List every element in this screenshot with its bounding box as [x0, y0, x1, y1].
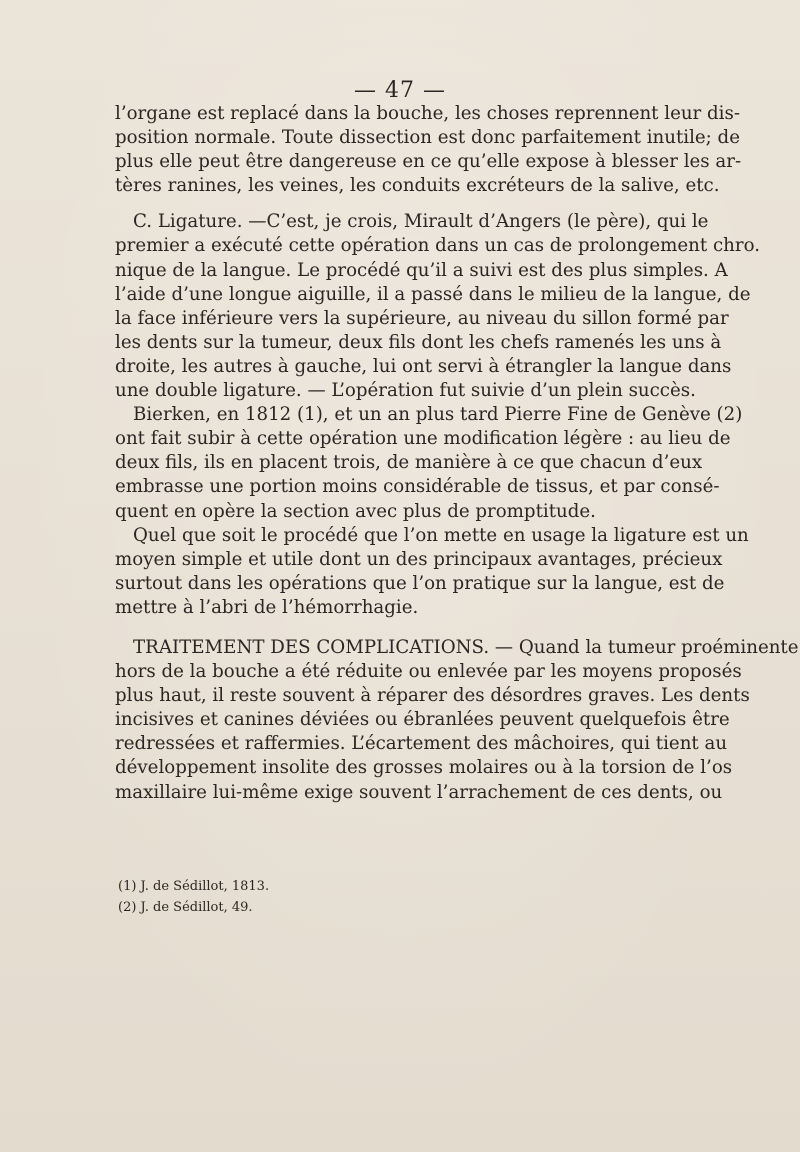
- text-line: embrasse une portion moins considérable de tissus, et par consé-: [115, 476, 720, 498]
- text-line: premier a exécuté cette opération dans un cas de prolongement chro.: [115, 235, 760, 257]
- text-line: surtout dans les opérations que l’on pratique sur la langue, est de: [115, 572, 725, 594]
- text-line: la face inférieure vers la supérieure, au niveau du sillon formé par: [115, 307, 729, 329]
- text-line: l’organe est replacé dans la bouche, les choses reprennent leur dis-: [115, 103, 740, 124]
- text-line: mettre à l’abri de l’hémorrhagie.: [115, 596, 419, 618]
- text-line: les dents sur la tumeur, deux fils dont les chefs ramenés les uns à: [115, 331, 722, 353]
- paragraph-4: [115, 524, 749, 620]
- text-line: tères ranines, les veines, les conduits excréteurs de la salive, etc.: [115, 175, 720, 197]
- text-line: nique de la langue. Le procédé qu’il a suivi est des plus simples. A: [115, 259, 728, 281]
- text-line: une double ligature. — L’opération fut suivie d’un plein succès.: [115, 380, 696, 402]
- paragraph-5: [115, 636, 799, 805]
- text-line: l’aide d’une longue aiguille, il a passé dans le milieu de la langue, de: [115, 283, 751, 305]
- body-text: [115, 102, 799, 805]
- text-line: hors de la bouche a été réduite ou enlevée par les moyens proposés: [115, 661, 742, 683]
- text-line: droite, les autres à gauche, lui ont servi à étrangler la langue dans: [115, 355, 732, 377]
- page-number: — 47 —: [354, 78, 446, 103]
- text-line: TRAITEMENT DES COMPLICATIONS. — Quand la tumeur proéminente: [133, 636, 799, 658]
- text-line: deux fils, ils en placent trois, de manière à ce que chacun d’eux: [115, 452, 703, 474]
- text-line: position normale. Toute dissection est donc parfaitement inutile; de: [115, 127, 740, 149]
- text-line: C. Ligature. —C’est, je crois, Mirault d’Angers (le père), qui le: [133, 211, 709, 233]
- text-line: plus elle peut être dangereuse en ce qu’elle expose à blesser les ar-: [115, 151, 742, 173]
- footnote: (2) J. de Sédillot, 49.: [118, 900, 253, 915]
- footnotes: [118, 876, 518, 918]
- text-line: quent en opère la section avec plus de promptitude.: [115, 500, 596, 522]
- paragraph-2: [115, 210, 760, 403]
- text-line: maxillaire lui-même exige souvent l’arrachement de ces dents, ou: [115, 781, 723, 803]
- text-line: incisives et canines déviées ou ébranlées peuvent quelquefois être: [115, 709, 730, 731]
- paragraph-3: [115, 403, 743, 523]
- footnote: (1) J. de Sédillot, 1813.: [118, 879, 270, 894]
- text-line: redressées et raffermies. L’écartement des mâchoires, qui tient au: [115, 733, 728, 755]
- paragraph-1: [115, 102, 742, 198]
- text-line: Quel que soit le procédé que l’on mette en usage la ligature est un: [133, 524, 749, 546]
- text-line: moyen simple et utile dont un des principaux avantages, précieux: [115, 548, 723, 570]
- text-line: Bierken, en 1812 (1), et un an plus tard Pierre Fine de Genève (2): [133, 404, 743, 426]
- text-line: développement insolite des grosses molaires ou à la torsion de l’os: [115, 757, 733, 779]
- text-line: plus haut, il reste souvent à réparer des désordres graves. Les dents: [115, 685, 750, 707]
- text-line: ont fait subir à cette opération une modification légère : au lieu de: [115, 428, 731, 450]
